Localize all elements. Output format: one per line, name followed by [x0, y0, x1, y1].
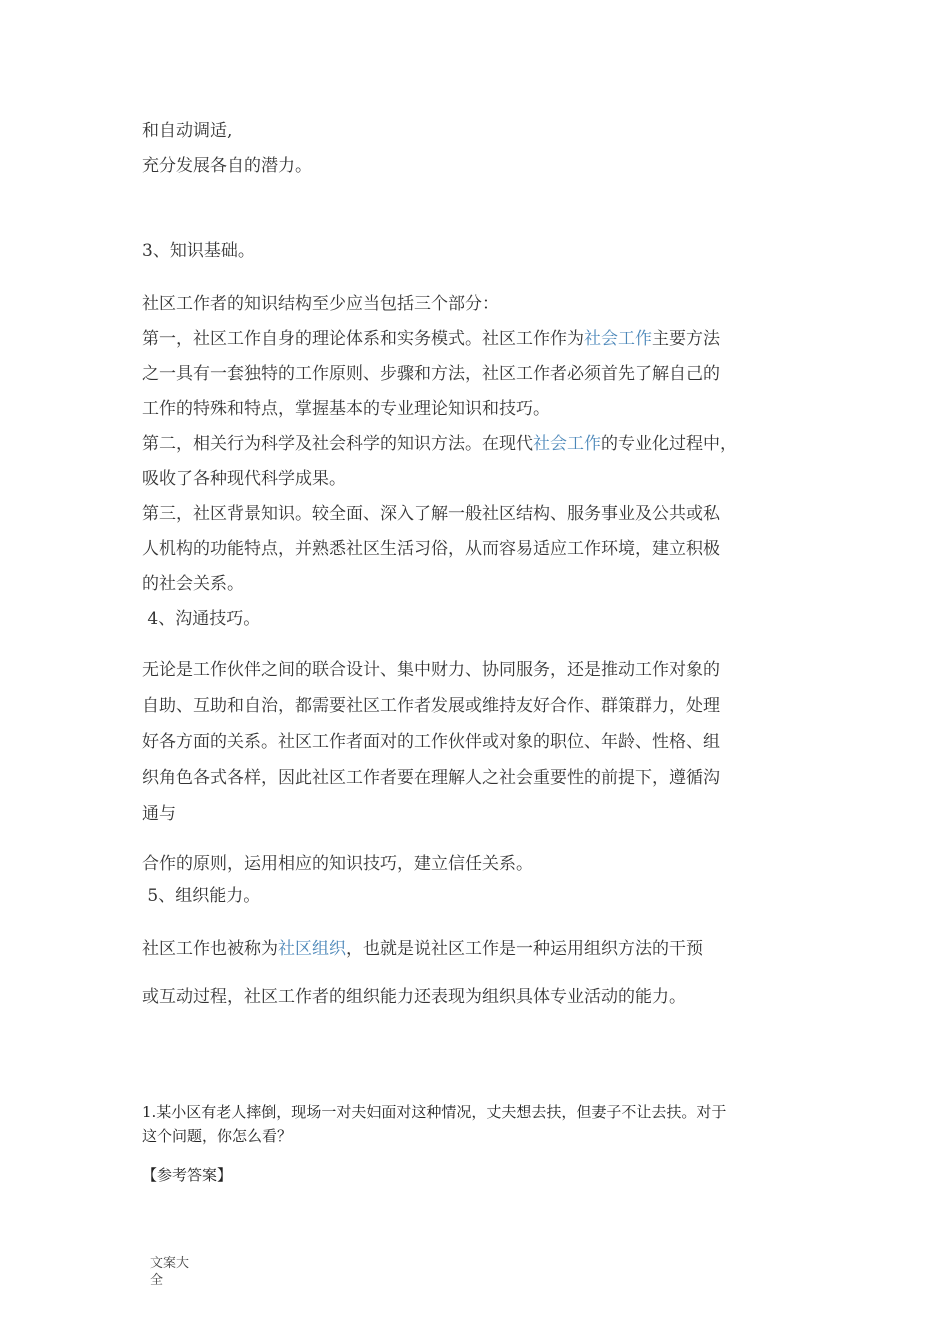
social-work-link-2[interactable]: 社会工作 — [533, 434, 601, 454]
text-line: 合作的原则，运用相应的知识技巧，建立信任关系。 — [142, 854, 533, 874]
text-line: 自助、互助和自治，都需要社区工作者发展或维持友好合作、群策群力，处理 — [142, 696, 720, 716]
section-heading: 4、沟通技巧。 — [142, 609, 261, 629]
text-line: 织角色各式各样，因此社区工作者要在理解人之社会重要性的前提下，遵循沟 — [142, 768, 720, 788]
text-line: 好各方面的关系。社区工作者面对的工作伙伴或对象的职位、年龄、性格、组 — [142, 732, 720, 752]
text-line: 工作的特殊和特点，掌握基本的专业理论知识和技巧。 — [142, 399, 550, 419]
section-heading: 3、知识基础。 — [142, 241, 255, 261]
text-line — [142, 432, 737, 456]
text-segment: ，也就是说社区工作是一种运用组织方法的干预 — [346, 939, 703, 959]
text-line — [142, 327, 720, 351]
text-segment: 的专业化过程中， — [601, 434, 737, 454]
question-line: 这个问题，你怎么看？ — [142, 1127, 293, 1145]
answer-label: 【参考答案】 — [142, 1166, 233, 1184]
text-line — [142, 937, 703, 961]
text-line: 和自动调适, — [142, 121, 233, 141]
text-line: 人机构的功能特点，并熟悉社区生活习俗，从而容易适应工作环境，建立积极 — [142, 539, 720, 559]
text-line: 吸收了各种现代科学成果。 — [142, 469, 346, 489]
text-line: 第三，社区背景知识。较全面、深入了解一般社区结构、服务事业及公共或私 — [142, 504, 720, 524]
community-organization-link[interactable]: 社区组织 — [278, 939, 346, 959]
text-line: 社区工作者的知识结构至少应当包括三个部分： — [142, 294, 499, 314]
social-work-link[interactable]: 社会工作 — [584, 329, 652, 349]
text-line: 或互动过程，社区工作者的组织能力还表现为组织具体专业活动的能力。 — [142, 987, 686, 1007]
section-heading: 5、组织能力。 — [142, 886, 261, 906]
text-segment: 主要方法 — [652, 329, 720, 349]
text-segment: 第二，相关行为科学及社会科学的知识方法。在现代 — [142, 434, 533, 454]
text-segment: 社区工作也被称为 — [142, 939, 278, 959]
text-segment: 第一，社区工作自身的理论体系和实务模式。社区工作作为 — [142, 329, 584, 349]
question-line: 1.某小区有老人摔倒，现场一对夫妇面对这种情况，丈夫想去扶，但妻子不让去扶。对于 — [142, 1103, 727, 1121]
footer-text: 文案大 — [150, 1256, 190, 1271]
text-line: 充分发展各自的潜力。 — [142, 156, 312, 176]
footer-text: 全 — [150, 1273, 164, 1288]
text-line: 之一具有一套独特的工作原则、步骤和方法，社区工作者必须首先了解自己的 — [142, 364, 720, 384]
text-line: 通与 — [142, 804, 176, 824]
text-line: 无论是工作伙伴之间的联合设计、集中财力、协同服务，还是推动工作对象的 — [142, 660, 720, 680]
text-line: 的社会关系。 — [142, 574, 244, 594]
